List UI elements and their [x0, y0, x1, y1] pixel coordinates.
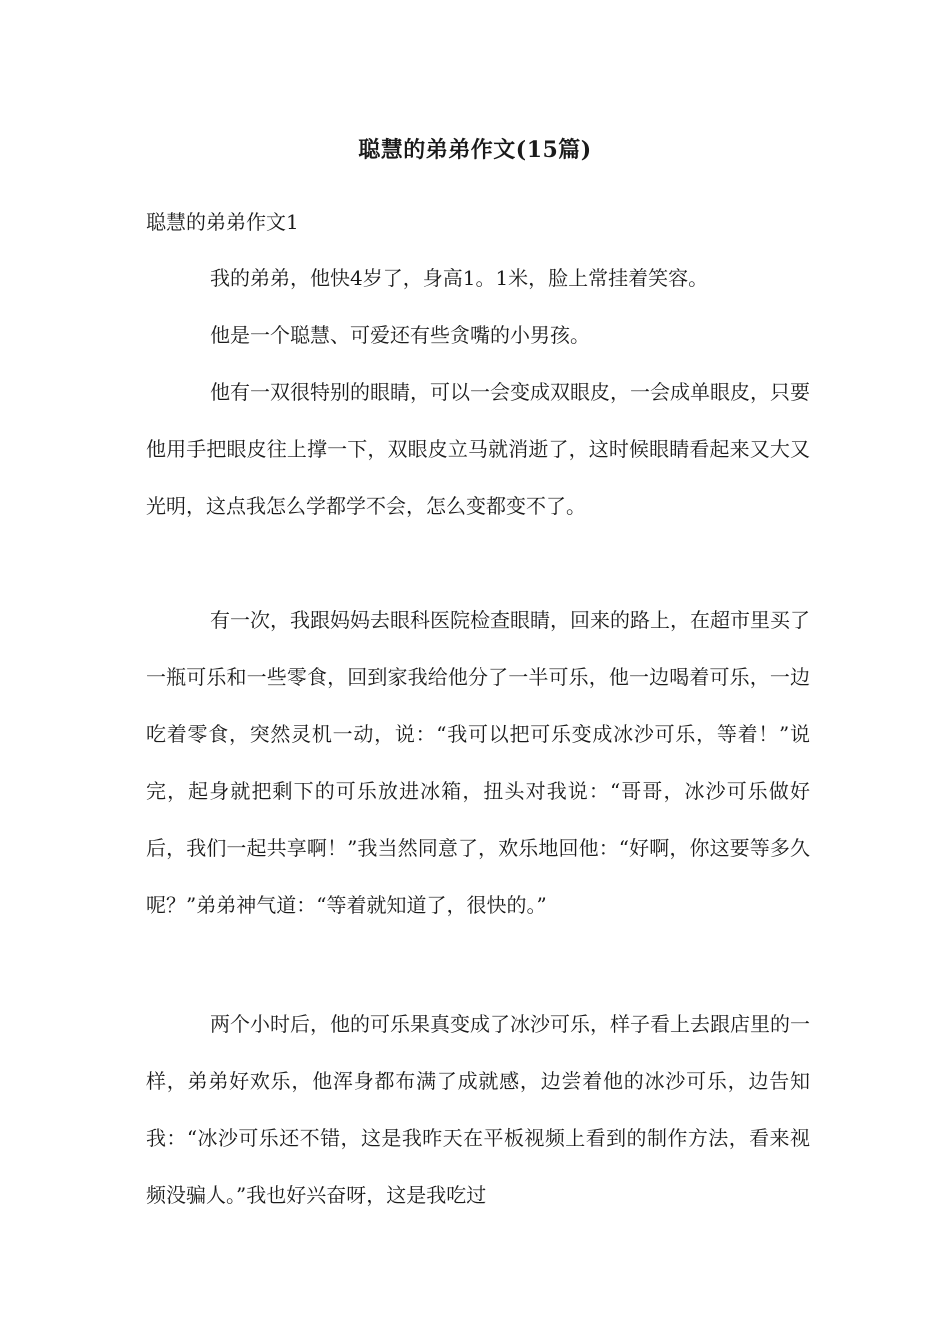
- paragraph: 有一次，我跟妈妈去眼科医院检查眼睛，回来的路上，在超市里买了一瓶可乐和一些零食，回到家我给他分了一半可乐，他一边喝着可乐，一边吃着零食，突然灵机一动，说：“我可以把可乐变成冰沙可乐，等着！”说完，起身就把剩下的可乐放进冰箱，扭头对我说：“哥哥，冰沙可乐做好后，我们一起共享啊！”我当然同意了，欢乐地回他：“好啊，你这要等多久呢？”弟弟神气道：“等着就知道了，很快的。”: [146, 608, 810, 917]
- section-heading: 聪慧的弟弟作文1: [146, 210, 299, 234]
- document-title: 聪慧的弟弟作文(15篇): [358, 137, 592, 163]
- paragraph: 他有一双很特别的眼睛，可以一会变成双眼皮，一会成单眼皮，只要他用手把眼皮往上撑一下，双眼皮立马就消逝了，这时候眼睛看起来又大又光明，这点我怎么学都学不会，怎么变都变不了。: [146, 380, 810, 518]
- paragraph: 他是一个聪慧、可爱还有些贪嘴的小男孩。: [210, 323, 590, 347]
- paragraph: 两个小时后，他的可乐果真变成了冰沙可乐，样子看上去跟店里的一样，弟弟好欢乐，他浑身都布满了成就感，边尝着他的冰沙可乐，边告知我：“冰沙可乐还不错，这是我昨天在平板视频上看到的制作方法，看来视频没骗人。”我也好兴奋呀，这是我吃过: [146, 1012, 810, 1207]
- paragraph: 我的弟弟，他快4岁了，身高1。1米，脸上常挂着笑容。: [210, 266, 709, 290]
